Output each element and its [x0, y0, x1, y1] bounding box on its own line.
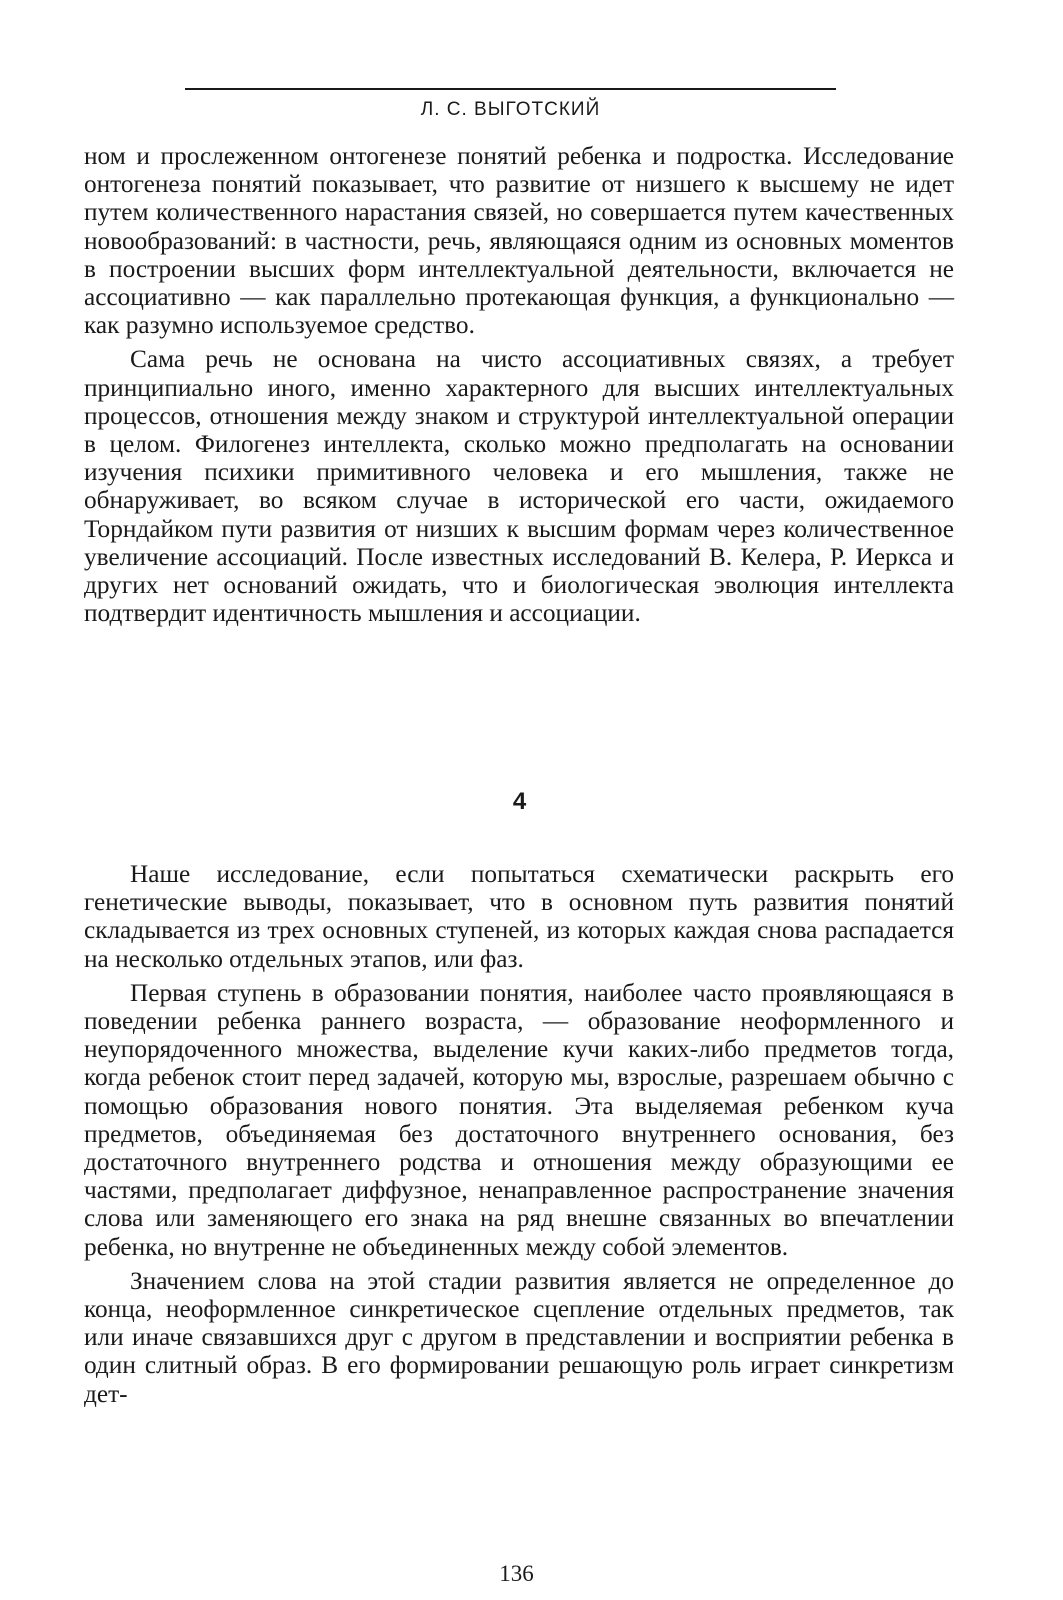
page-number-label: 136 [499, 1561, 534, 1586]
page-number [0, 1560, 1063, 1588]
paragraph: Наше исследование, если попытаться схематически раскрыть его генетические выводы, показывает, что в основном путь развития понятий складывается из трех основных ступеней, из которых каждая снова распадается на несколько отдельных этапов, или фаз. [84, 860, 954, 973]
section-number [0, 788, 1063, 816]
paragraph: Первая ступень в образовании понятия, наиболее часто проявляющаяся в поведении ребенка раннего возраста, — образование неоформленного и неупорядоченного множества, выделение кучи каких-либо предметов тогда, когда ребенок стоит перед задачей, которую мы, взрослые, разрешаем обычно с помощью образования нового понятия. Эта выделяемая ребенком куча предметов, объединяемая без достаточного внутреннего основания, без достаточного внутреннего родства и отношения между образующими ее частями, предполагает диффузное, ненаправленное распространение значения слова или заменяющего его знака на ряд внешне связанных во впечатлении ребенка, но внутренне не объединенных между собой элементов. [84, 978, 954, 1261]
paragraph: ном и прослеженном онтогенезе понятий ребенка и подростка. Исследование онтогенеза понятий показывает, что развитие от низшего к высшему не идет путем количественного нарастания связей, но совершается путем качественных новообразований: в частности, речь, являющаяся одним из основных моментов в построении высших форм интеллектуальной деятельности, включается не ассоциативно — как параллельно протекающая функция, а функционально — как разумно используемое средство. [84, 142, 954, 340]
section-number-label: 4 [512, 788, 527, 815]
paragraph: Сама речь не основана на чисто ассоциативных связях, а требует принципиально иного, именно характерного для высших интеллектуальных процессов, отношения между знаком и структурой интеллектуальной операции в целом. Филогенез интеллекта, сколько можно предполагать на основании изучения психики примитивного человека и его мышления, также не обнаруживает, во всяком случае в исторической его части, ожидаемого Торндайком пути развития от низших к высшим формам через количественное увеличение ассоциаций. После известных исследований В. Келера, Р. Иеркса и других нет оснований ожидать, что и биологическая эволюция интеллекта подтвердит идентичность мышления и ассоциации. [84, 345, 954, 628]
header-rule [185, 88, 836, 90]
paragraph: Значением слова на этой стадии развития является не определенное до конца, неоформленное синкретическое сцепление отдельных предметов, так или иначе связавшихся друг с другом в представлении и восприятии ребенка в один слитный образ. В его формировании решающую роль играет синкретизм дет- [84, 1266, 954, 1408]
text-block-upper [84, 142, 954, 627]
text-block-lower [84, 860, 954, 1408]
running-head: Л. С. ВЫГОТСКИЙ [420, 99, 601, 120]
